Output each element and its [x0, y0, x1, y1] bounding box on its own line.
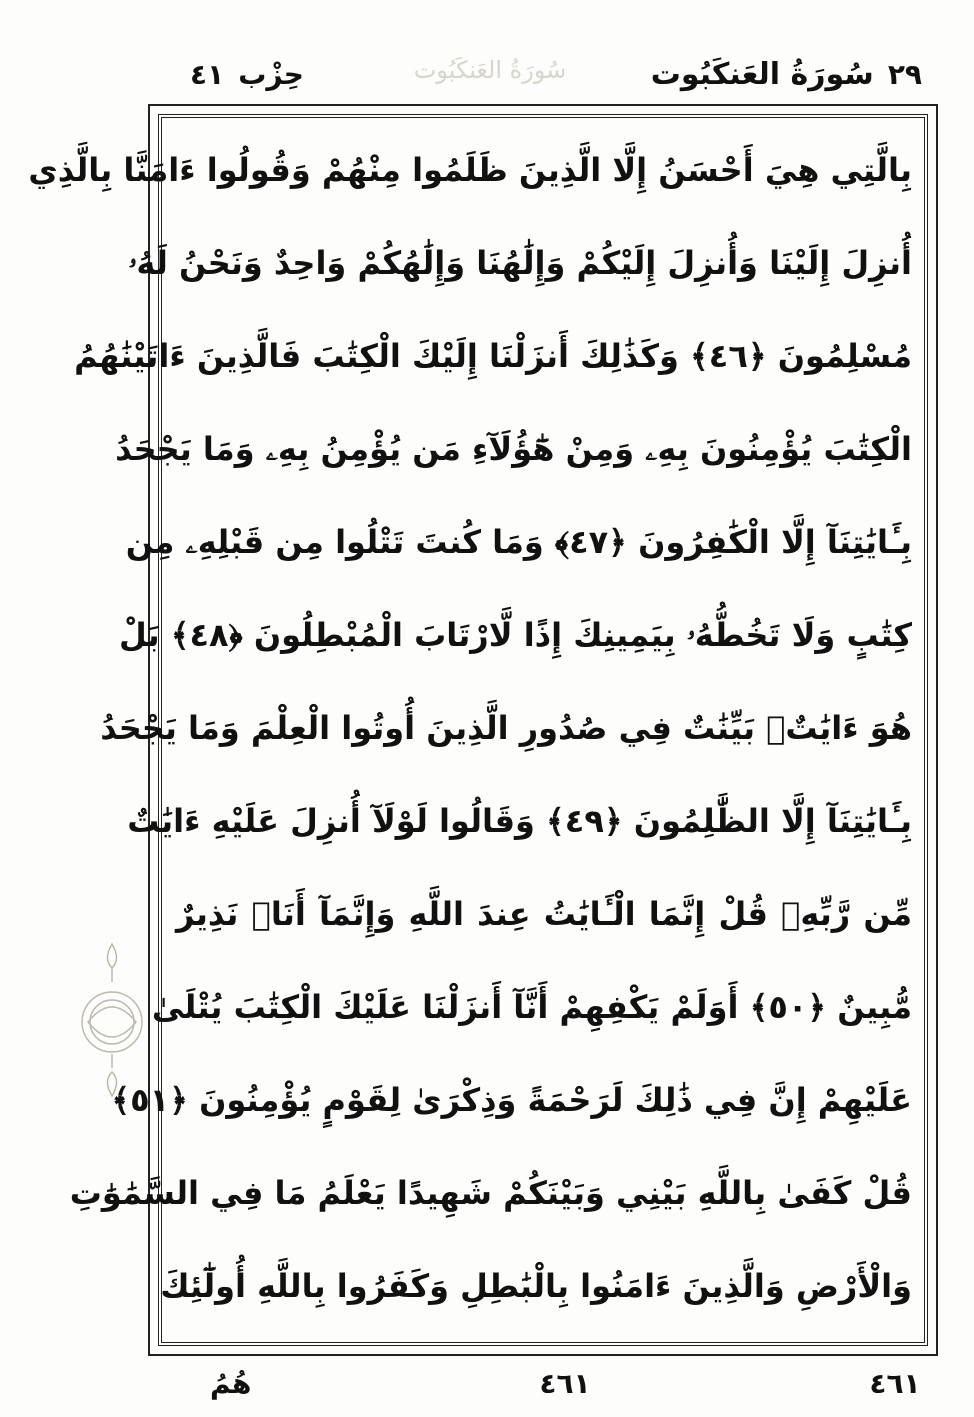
page-header-right: [651, 52, 922, 98]
faint-header-text: سُورَةُ العَنكَبُوت: [413, 56, 567, 84]
page-number: ٤٦١: [539, 1367, 591, 1400]
hizb-label: حِزْب: [238, 58, 304, 91]
sura-number: ٢٩: [887, 58, 922, 91]
verse-line: بِـَٔايَٰتِنَآ إِلَّا الظَّٰلِمُونَ ﴿٤٩﴾ وَقَالُوا لَوْلَآ أُنزِلَ عَلَيْهِ ءَايَٰتٌ: [127, 802, 912, 840]
verse-text-block: [28, 130, 912, 1340]
hizb-margin-ornament-icon: [76, 940, 148, 1100]
verse-line: وَالْأَرْضِ وَالَّذِينَ ءَامَنُوا بِالْبَٰطِلِ وَكَفَرُوا بِاللَّهِ أُولَٰٓئِكَ: [160, 1267, 912, 1305]
verse-line: أُنزِلَ إِلَيْنَا وَأُنزِلَ إِلَيْكُمْ وَإِلَٰهُنَا وَإِلَٰهُكُمْ وَاحِدٌ وَنَحْنُ لَهُۥ: [128, 244, 912, 282]
verse-line: مُّبِينٌ ﴿٥٠﴾ أَوَلَمْ يَكْفِهِمْ أَنَّآ أَنزَلْنَا عَلَيْكَ الْكِتَٰبَ يُتْلَىٰ: [151, 988, 912, 1026]
verse-line: كِتَٰبٍ وَلَا تَخُطُّهُۥ بِيَمِينِكَ إِذًا لَّارْتَابَ الْمُبْطِلُونَ ﴿٤٨﴾ بَلْ: [119, 616, 912, 654]
verse-line: مُسْلِمُونَ ﴿٤٦﴾ وَكَذَٰلِكَ أَنزَلْنَا إِلَيْكَ الْكِتَٰبَ فَالَّذِينَ ءَاتَيْنَٰهُمُ: [74, 337, 912, 375]
verse-line: الْكِتَٰبَ يُؤْمِنُونَ بِهِۦ وَمِنْ هَٰٓؤُلَآءِ مَن يُؤْمِنُ بِهِۦ وَمَا يَجْحَدُ: [115, 430, 912, 468]
verse-line: عَلَيْهِمْ إِنَّ فِي ذَٰلِكَ لَرَحْمَةً وَذِكْرَىٰ لِقَوْمٍ يُؤْمِنُونَ ﴿٥١﴾: [111, 1081, 912, 1119]
page-number-alt: ٤٦١: [869, 1367, 921, 1400]
page-header-left: [190, 52, 304, 98]
hizb-number: ٤١: [190, 58, 225, 91]
verse-line: مِّن رَّبِّهِۦ قُلْ إِنَّمَا الْـَٔايَٰتُ عِندَ اللَّهِ وَإِنَّمَآ أَنَا۠ نَذِيرٌ: [176, 895, 912, 933]
catchword: هُمُ: [210, 1367, 252, 1400]
verse-line: قُلْ كَفَىٰ بِاللَّهِ بَيْنِي وَبَيْنَكُمْ شَهِيدًا يَعْلَمُ مَا فِي السَّمَٰوَٰتِ: [69, 1174, 912, 1212]
verse-line: بِالَّتِي هِيَ أَحْسَنُ إِلَّا الَّذِينَ ظَلَمُوا مِنْهُمْ وَقُولُوا ءَامَنَّا بِالَّذِي: [28, 151, 912, 189]
verse-line: بِـَٔايَٰتِنَآ إِلَّا الْكَٰفِرُونَ ﴿٤٧﴾ وَمَا كُنتَ تَتْلُوا مِن قَبْلِهِۦ مِن: [125, 523, 912, 561]
sura-name: سُورَةُ العَنكَبُوت: [650, 57, 874, 92]
verse-line: هُوَ ءَايَٰتٌۢ بَيِّنَٰتٌ فِي صُدُورِ الَّذِينَ أُوتُوا الْعِلْمَ وَمَا يَجْحَدُ: [100, 709, 912, 747]
